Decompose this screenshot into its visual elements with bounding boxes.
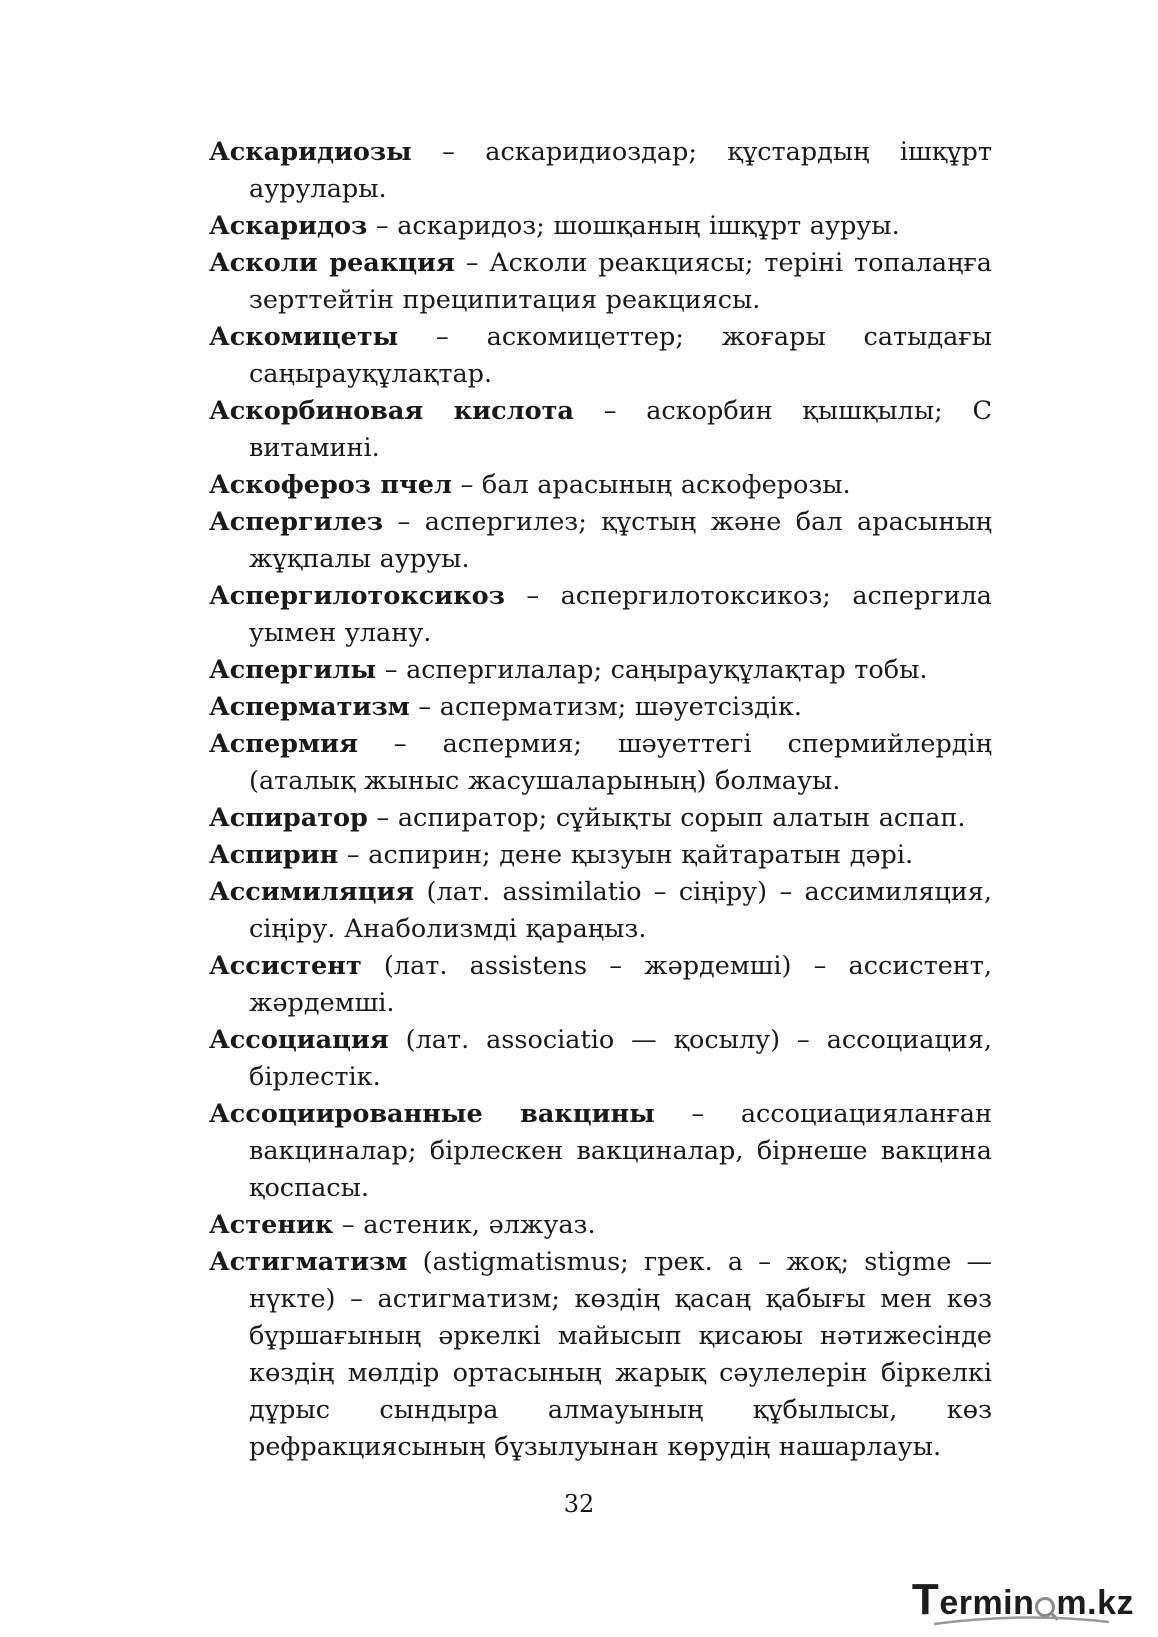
- entry-term: Аскорбиновая кислота: [209, 396, 574, 426]
- entry-term: Аскомицеты: [209, 322, 399, 352]
- dictionary-entry: [209, 689, 992, 726]
- entry-definition: (astigmatismus; грек. а – жоқ; stigme — нүкте) – астигматизм; көздің қасаң қабығы мен көз бұршағының әркелкі майысып қисаюы нәтижесінде көздің мөлдір ортасының жарық сәулелерін біркелкі дұрыс сындыра алмауының құбылысы, көз рефракциясының бұзылуынан көрудің нашарлауы.: [249, 1247, 992, 1462]
- entry-term: Аспирин: [209, 840, 339, 870]
- dictionary-entry: [209, 726, 992, 800]
- entry-term: Ассоциация: [209, 1025, 389, 1055]
- dictionary-entry: [209, 800, 992, 837]
- dictionary-entry: [209, 1096, 992, 1207]
- termincom-logo[interactable]: [912, 1573, 1134, 1623]
- entry-definition: – Асколи реакциясы; теріні топалаңға зерттейтін преципитация реакциясы.: [249, 248, 992, 315]
- entry-definition: – аскаридиоздар; құстардың ішқұрт аурулары.: [249, 137, 992, 204]
- entry-term: Аспергилы: [209, 655, 377, 685]
- entry-term: Аскофероз пчел: [209, 470, 452, 500]
- logo-text-part2: m.kz: [1056, 1584, 1134, 1622]
- entry-term: Аскаридоз: [209, 211, 368, 241]
- dictionary-entry: [209, 319, 992, 393]
- dictionary-entry: [209, 874, 992, 948]
- dictionary-page: [209, 134, 992, 1466]
- entry-definition: – аскорбин қышқылы; С витамині.: [249, 396, 992, 463]
- dictionary-entry: [209, 467, 992, 504]
- entry-term: Асколи реакция: [209, 248, 455, 278]
- entry-definition: – аспермия; шәуеттегі спермийлердің (аталық жыныс жасушаларының) болмауы.: [249, 729, 992, 796]
- entry-term: Аспергилотоксикоз: [209, 581, 505, 611]
- entry-definition: (лат. associatio — қосылу) – ассоциация, бірлестік.: [249, 1025, 992, 1092]
- logo-letter-t: T: [911, 1575, 940, 1624]
- entry-term: Аспермия: [209, 729, 358, 759]
- logo-swoosh-icon: [934, 1614, 1109, 1626]
- entry-definition: – асперматизм; шәуетсіздік.: [409, 692, 803, 722]
- dictionary-entry: [209, 1022, 992, 1096]
- entry-definition: – аскомицеттер; жоғары сатыдағы саңырауқұлақтар.: [249, 322, 992, 389]
- page-number: 32: [563, 1490, 595, 1518]
- entry-definition: – астеник, әлжуаз.: [333, 1210, 596, 1240]
- entry-definition: – аспергилотоксикоз; аспергила уымен улану.: [249, 581, 992, 648]
- entry-term: Астигматизм: [209, 1247, 408, 1277]
- dictionary-entry: [209, 837, 992, 874]
- entry-term: Ассистент: [209, 951, 362, 981]
- entry-term: Ассимиляция: [209, 877, 415, 907]
- entry-definition: – аспирин; дене қызуын қайтаратын дәрі.: [338, 840, 914, 870]
- entry-definition: – бал арасының аскоферозы.: [451, 470, 851, 500]
- dictionary-entry: [209, 578, 992, 652]
- dictionary-entry: [209, 208, 992, 245]
- dictionary-entry: [209, 134, 992, 208]
- dictionary-entry: [209, 652, 992, 689]
- dictionary-entry: [209, 245, 992, 319]
- logo-text-part1: ermin: [939, 1584, 1035, 1622]
- entry-definition: (лат. assistens – жәрдемші) – ассистент, жәрдемші.: [249, 951, 992, 1018]
- dictionary-entry: [209, 393, 992, 467]
- entry-definition: – аскаридоз; шошқаның ішқұрт ауруы.: [367, 211, 900, 241]
- entry-term: Аспиратор: [209, 803, 368, 833]
- entry-term: Астеник: [209, 1210, 334, 1240]
- entry-term: Ассоциированные вакцины: [209, 1099, 655, 1129]
- dictionary-entry: [209, 1207, 992, 1244]
- dictionary-entry: [209, 1244, 992, 1466]
- entry-definition: – аспиратор; сұйықты сорып алатын аспап.: [367, 803, 966, 833]
- entry-definition: – ассоциацияланған вакциналар; бірлескен вакциналар, бірнеше вакцина қоспасы.: [249, 1099, 992, 1203]
- entry-definition: (лат. assimilatio – сіңіру) – ассимиляция, сіңіру. Анаболизмді қараңыз.: [249, 877, 992, 944]
- entry-term: Асперматизм: [209, 692, 410, 722]
- dictionary-entry: [209, 504, 992, 578]
- dictionary-entry: [209, 948, 992, 1022]
- entry-definition: – аспергилалар; саңырауқұлақтар тобы.: [376, 655, 928, 685]
- entry-term: Аскаридиозы: [209, 137, 412, 167]
- entry-term: Аспергилез: [209, 507, 384, 537]
- entry-definition: – аспергилез; құстың және бал арасының жұқпалы ауруы.: [249, 507, 992, 574]
